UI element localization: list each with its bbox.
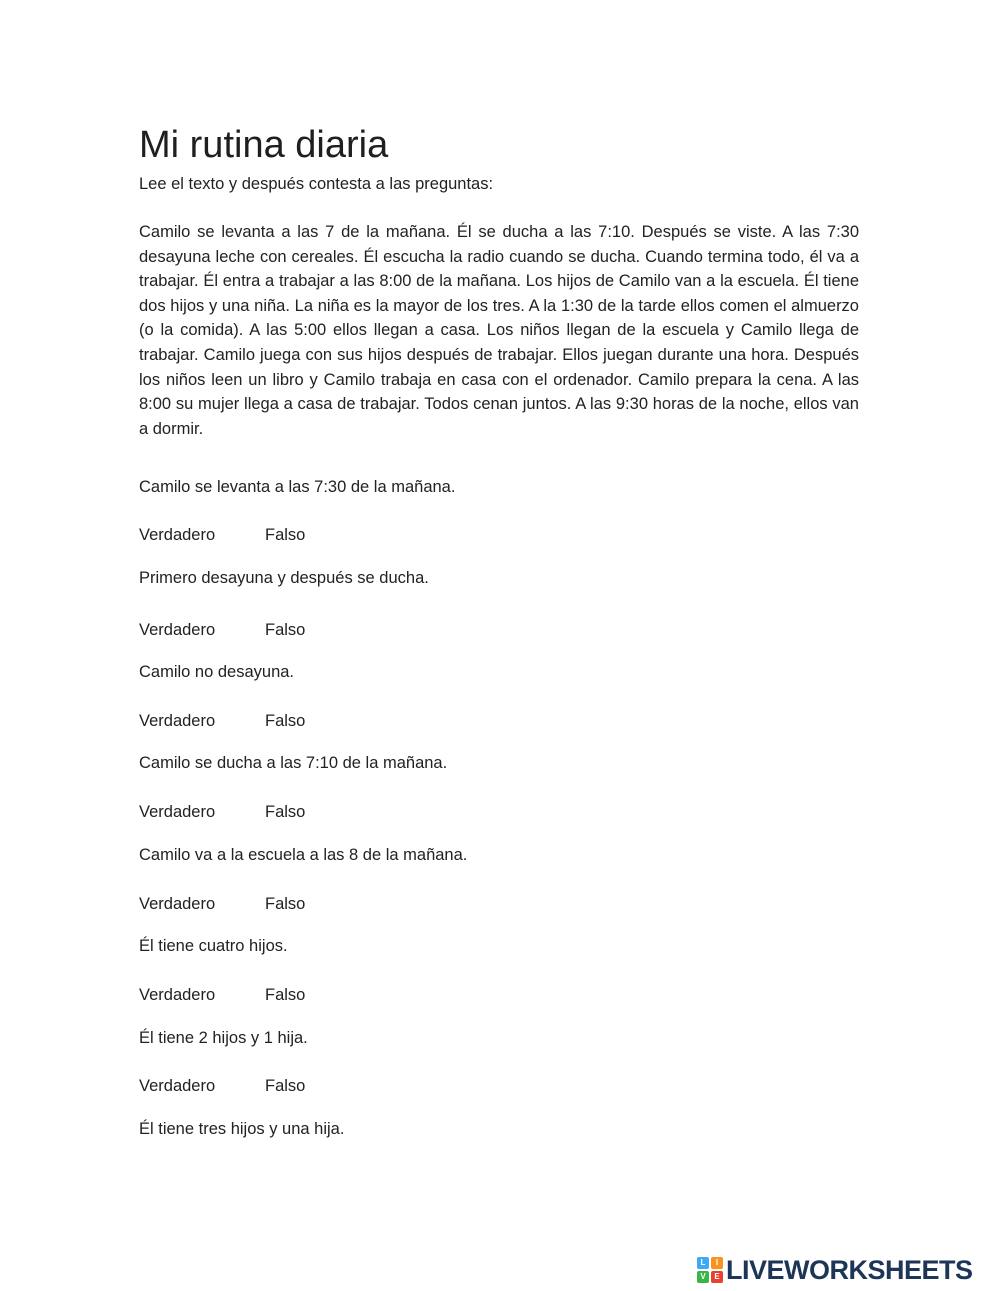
- option-falso-4[interactable]: Falso: [265, 803, 306, 821]
- answer-options-6: [139, 984, 305, 1006]
- answer-options-5: [139, 893, 305, 915]
- question-2: Primero desayuna y después se ducha.: [139, 569, 429, 587]
- reading-passage: Camilo se levanta a las 7 de la mañana. Él se ducha a las 7:10. Después se viste. A las 7:30 desayuna leche con cereales. Él escucha la radio cuando se ducha. Cuando termina todo, él va a trabajar. Él entra a trabajar a las 8:00 de la mañana. Los hijos de Camilo van a la escuela. Él tiene dos hijos y una niña. La niña es la mayor de los tres. A la 1:30 de la tarde ellos comen el almuerzo (o la comida). A las 5:00 ellos llegan a casa. Los niños llegan de la escuela y Camilo llega de trabajar. Camilo juega con sus hijos después de trabajar. Ellos juegan durante una hora. Después los niños leen un libro y Camilo trabaja en casa con el ordenador. Camilo prepara la cena. A las 8:00 su mujer llega a casa de trabajar. Todos cenan juntos. A las 9:30 horas de la noche, ellos van a dormir.: [139, 223, 859, 438]
- question-7: Él tiene 2 hijos y 1 hija.: [139, 1029, 308, 1047]
- logo-letter-v: V: [697, 1271, 709, 1283]
- logo-wordmark: LIVEWORKSHEETS: [726, 1254, 973, 1285]
- answer-options-1: [139, 524, 305, 546]
- logo-letter-i: I: [711, 1257, 723, 1269]
- option-falso-6[interactable]: Falso: [265, 986, 306, 1004]
- option-verdadero-3[interactable]: Verdadero: [139, 712, 216, 730]
- question-6: Él tiene cuatro hijos.: [139, 937, 288, 955]
- question-1: Camilo se levanta a las 7:30 de la mañana.: [139, 478, 456, 496]
- logo-letter-l: L: [697, 1257, 709, 1269]
- option-falso-2[interactable]: Falso: [265, 621, 306, 639]
- answer-options-2: [139, 619, 305, 641]
- question-4: Camilo se ducha a las 7:10 de la mañana.: [139, 754, 448, 772]
- option-verdadero-1[interactable]: Verdadero: [139, 526, 216, 544]
- option-falso-7[interactable]: Falso: [265, 1077, 306, 1095]
- option-verdadero-7[interactable]: Verdadero: [139, 1077, 216, 1095]
- option-verdadero-5[interactable]: Verdadero: [139, 895, 216, 913]
- answer-options-3: [139, 710, 305, 732]
- option-verdadero-4[interactable]: Verdadero: [139, 803, 216, 821]
- question-3: Camilo no desayuna.: [139, 663, 295, 681]
- page-title: Mi rutina diaria: [139, 124, 389, 166]
- answer-options-4: [139, 801, 305, 823]
- option-falso-1[interactable]: Falso: [265, 526, 306, 544]
- option-falso-5[interactable]: Falso: [265, 895, 306, 913]
- instructions: Lee el texto y después contesta a las preguntas:: [139, 175, 494, 193]
- answer-options-7: [139, 1075, 305, 1097]
- question-5: Camilo va a la escuela a las 8 de la mañana.: [139, 846, 468, 864]
- liveworksheets-logo-icon: [697, 1257, 723, 1283]
- option-verdadero-2[interactable]: Verdadero: [139, 621, 216, 639]
- logo-letter-e: E: [711, 1271, 723, 1283]
- option-verdadero-6[interactable]: Verdadero: [139, 986, 216, 1004]
- liveworksheets-logo[interactable]: [697, 1255, 973, 1285]
- option-falso-3[interactable]: Falso: [265, 712, 306, 730]
- question-8: Él tiene tres hijos y una hija.: [139, 1120, 345, 1138]
